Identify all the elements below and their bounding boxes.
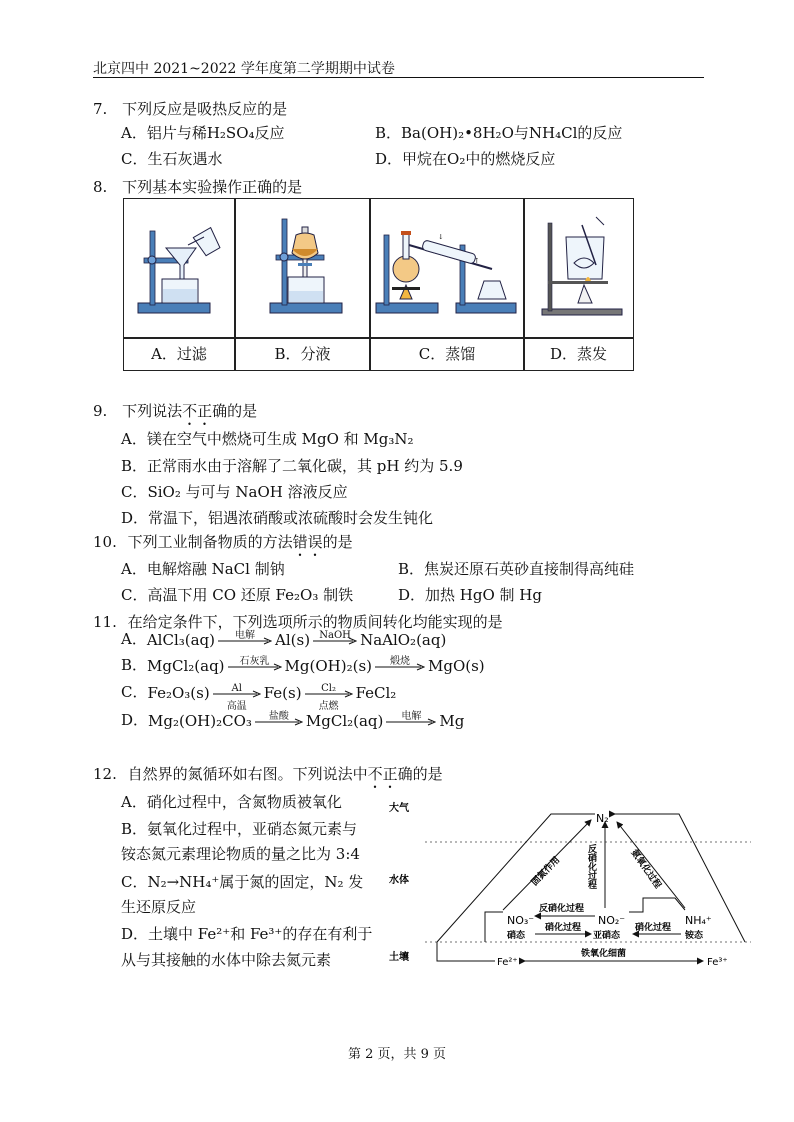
substance: Fe₂O₃(s) <box>147 684 210 702</box>
filtration-apparatus-icon <box>126 203 232 333</box>
no2-label: NO₂⁻ <box>598 914 626 927</box>
substance: MgCl₂(aq) <box>147 657 225 675</box>
page-header: 北京四中 2021~2022 学年度第二学期期中试卷 <box>93 61 395 77</box>
reaction-arrow <box>218 630 272 649</box>
svg-text:↑: ↑ <box>474 257 480 265</box>
q12-option-b-cont: 铵态氮元素理论物质的量之比为 3:4 <box>121 845 360 863</box>
condition: NaOH <box>319 630 351 641</box>
q12-text-pre: 自然界的氮循环如右图。下列说法中 <box>127 765 368 783</box>
q9-option-a[interactable]: A．镁在空气中燃烧可生成 MgO 和 Mg₃N₂ <box>121 430 414 448</box>
process-label: 反硝化过程 <box>539 904 585 914</box>
q12-option-d[interactable]: D．土壤中 Fe²⁺和 Fe³⁺的存在有利于 <box>121 925 373 943</box>
nh4-name: 铵态 <box>685 931 704 941</box>
q9-option-d[interactable]: D．常温下，铝遇浓硝酸或浓硫酸时会发生钝化 <box>121 509 434 527</box>
option-text: B．氨氧化过程中，亚硝态氮元素与 <box>121 820 358 838</box>
q9-option-c[interactable]: C．SiO₂ 与可与 NaOH 溶液反应 <box>121 483 348 501</box>
q12-number: 12. <box>93 765 117 783</box>
no3-label: NO₃⁻ <box>507 914 535 927</box>
option-d-caption[interactable]: D．蒸发 <box>549 345 608 363</box>
reaction-arrow <box>213 683 261 712</box>
condition: 石灰乳 <box>239 656 270 667</box>
q10-option-a[interactable]: A．电解熔融 NaCl 制钠 <box>121 560 285 578</box>
q10-option-c[interactable]: C．高温下用 CO 还原 Fe₂O₃ 制铁 <box>121 586 354 604</box>
q11-text: 在给定条件下，下列选项所示的物质间转化均能实现的是 <box>127 613 503 631</box>
q7-option-a[interactable]: A．铝片与稀H₂SO₄反应 <box>121 124 285 142</box>
q11-option-c[interactable] <box>121 681 397 712</box>
svg-text:↓: ↓ <box>438 233 444 241</box>
q7-option-b[interactable]: B．Ba(OH)₂•8H₂O与NH₄Cl的反应 <box>375 124 623 142</box>
reaction-arrow <box>386 711 436 730</box>
q12-stem <box>93 763 443 792</box>
option-b-caption[interactable]: B．分液 <box>274 345 331 363</box>
n2-label: N₂ <box>596 812 609 825</box>
q12-option-d-cont: 从与其接触的水体中除去氮元素 <box>121 951 332 969</box>
option-a-caption[interactable]: A．过滤 <box>151 345 207 363</box>
option-label: C． <box>121 683 148 701</box>
condition-below: 点燃 <box>318 701 339 712</box>
condition: 盐酸 <box>268 711 289 722</box>
substance: Fe(s) <box>263 684 302 702</box>
q8-stem <box>93 176 302 197</box>
process-label: 反硝化过程 <box>586 844 596 889</box>
reaction-arrow <box>228 656 282 675</box>
reaction-arrow <box>313 630 357 649</box>
q12-emphasis: 不正 <box>367 765 398 783</box>
q11-number: 11. <box>93 613 117 631</box>
substance: Mg <box>439 712 465 730</box>
fe3-label: Fe³⁺ <box>707 957 728 968</box>
reaction-arrow <box>255 711 303 730</box>
process-label: 硝化过程 <box>635 923 672 933</box>
q10-text-post: 的是 <box>322 533 353 551</box>
process-label: 铁氧化细菌 <box>581 949 627 959</box>
separatory-funnel-apparatus-icon <box>242 203 362 333</box>
q9-text-pre: 下列说法 <box>122 402 183 420</box>
q9-emphasis: 不正 <box>182 402 213 420</box>
q12-option-c[interactable]: C．N₂→NH₄⁺属于氮的固定，N₂ 发 <box>121 873 364 891</box>
nh4-label: NH₄⁺ <box>685 914 712 927</box>
layer-water: 水体 <box>389 875 409 886</box>
q10-option-d[interactable]: D．加热 HgO 制 Hg <box>398 586 542 604</box>
condition-below: 高温 <box>226 701 247 712</box>
q7-number: 7. <box>93 100 108 118</box>
q8-text: 下列基本实验操作正确的是 <box>122 178 303 196</box>
substance: Mg(OH)₂(s) <box>284 657 372 675</box>
apparatus-table <box>123 198 634 371</box>
condition: 电解 <box>401 711 422 722</box>
process-label: 固氮作用 <box>529 855 563 889</box>
q10-text-pre: 下列工业制备物质的方法 <box>127 533 293 551</box>
nitrogen-cycle-diagram <box>385 790 755 970</box>
q11-option-a[interactable] <box>121 628 446 649</box>
q10-number: 10. <box>93 533 117 551</box>
substance: Al(s) <box>275 631 311 649</box>
q9-number: 9. <box>93 402 108 420</box>
q12-option-c-cont: 生还原反应 <box>121 898 197 916</box>
q10-option-b[interactable]: B．焦炭还原石英砂直接制得高纯硅 <box>398 560 635 578</box>
no3-name: 硝态 <box>507 931 526 941</box>
edge <box>617 822 685 908</box>
substance: Mg₂(OH)₂CO₃ <box>148 712 252 730</box>
substance: AlCl₃(aq) <box>146 631 216 649</box>
q8-number: 8. <box>93 178 108 196</box>
q9-stem <box>93 400 257 429</box>
header-rule <box>93 77 704 78</box>
distillation-apparatus-icon <box>372 203 522 333</box>
substance: MgCl₂(aq) <box>305 712 384 730</box>
reaction-arrow <box>375 656 425 675</box>
q7-stem <box>93 98 287 119</box>
q7-option-d[interactable]: D．甲烷在O₂中的燃烧反应 <box>375 150 556 168</box>
q11-option-d[interactable] <box>121 709 464 730</box>
q12-option-b[interactable] <box>121 818 357 839</box>
no2-name: 亚硝态 <box>593 931 621 941</box>
substance: FeCl₂ <box>355 684 397 702</box>
substance: MgO(s) <box>428 657 485 675</box>
option-label: D． <box>121 711 149 729</box>
q12-option-a[interactable]: A．硝化过程中，含氮物质被氧化 <box>121 793 342 811</box>
q9-text-post: 确的是 <box>212 402 258 420</box>
process-label: 硝化过程 <box>545 923 582 933</box>
layer-soil: 土壤 <box>389 952 409 963</box>
page-footer: 第 2 页，共 9 页 <box>347 1047 447 1062</box>
q10-stem <box>93 531 353 560</box>
evaporation-apparatus-icon <box>526 203 632 333</box>
condition: 煅烧 <box>390 656 410 667</box>
q7-text: 下列反应是吸热反应的是 <box>122 100 288 118</box>
condition: Al <box>231 683 242 694</box>
q9-option-b[interactable]: B．正常雨水由于溶解了二氧化碳，其 pH 约为 5.9 <box>121 457 463 475</box>
substance: NaAlO₂(aq) <box>360 631 447 649</box>
q7-option-c[interactable]: C．生石灰遇水 <box>121 150 223 168</box>
q12-text-post: 确的是 <box>397 765 443 783</box>
option-label: B． <box>121 656 148 674</box>
option-label: A． <box>121 630 147 648</box>
layer-atmosphere: 大气 <box>389 803 409 814</box>
fe2-label: Fe²⁺ <box>497 957 518 968</box>
condition: 电解 <box>235 630 256 641</box>
reaction-arrow <box>305 683 353 712</box>
process-label: 氨氧化过程 <box>628 847 663 891</box>
q10-emphasis: 错误 <box>292 533 323 551</box>
condition: Cl₂ <box>321 683 336 694</box>
option-c-caption[interactable]: C．蒸馏 <box>418 345 476 363</box>
q11-option-b[interactable] <box>121 654 485 675</box>
